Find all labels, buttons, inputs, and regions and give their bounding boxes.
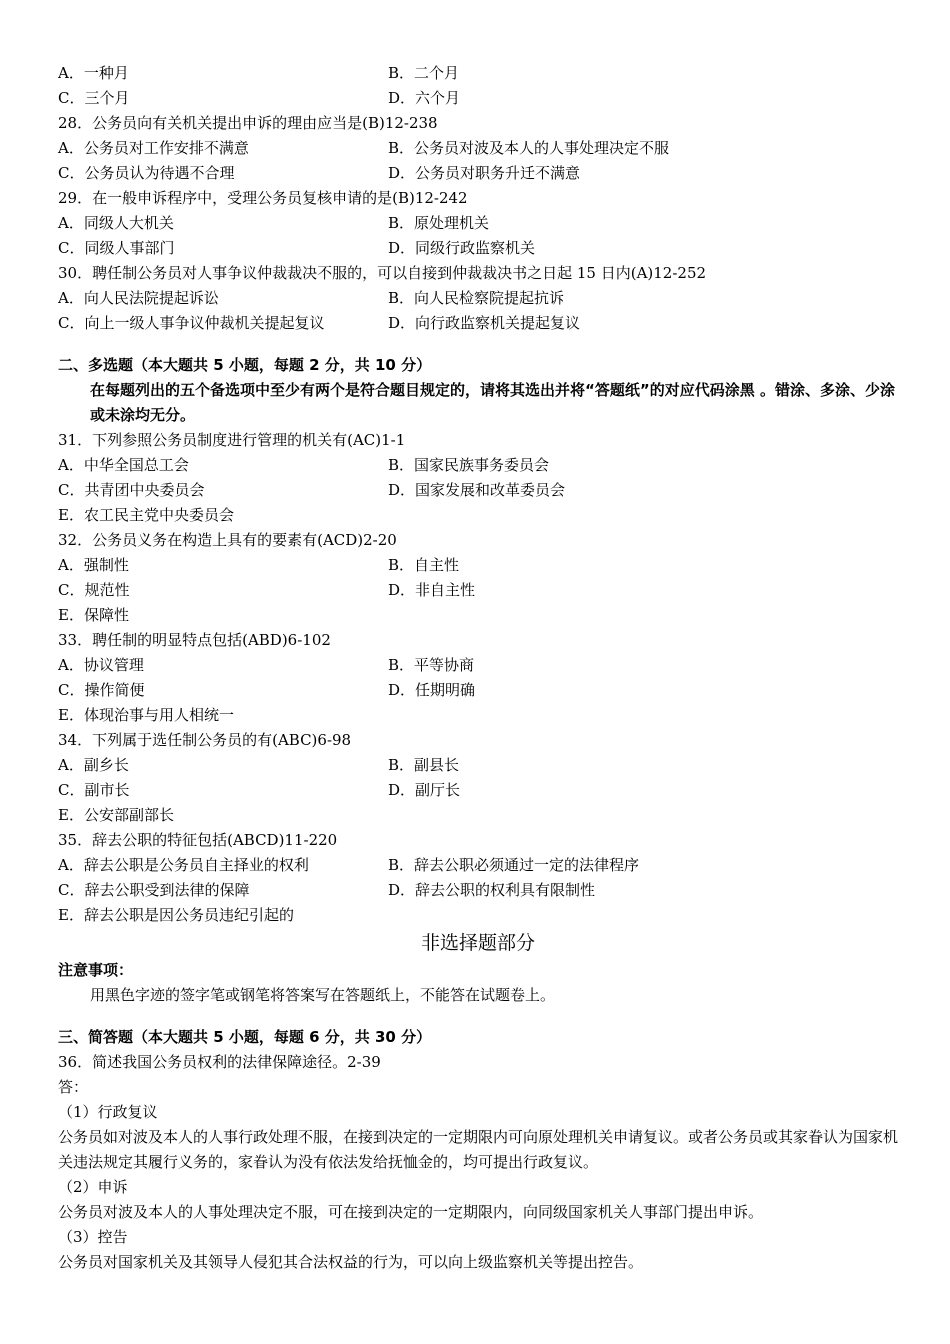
q28-options-row-2	[58, 161, 898, 186]
option-b: B．副县长	[388, 756, 460, 774]
option-e: E．公安部副部长	[58, 806, 174, 824]
notice-label: 注意事项：	[58, 961, 134, 979]
q27-options-row-2	[58, 86, 898, 111]
answer-point-1-title: （1）行政复议	[58, 1103, 158, 1121]
option-c: C．副市长	[58, 781, 130, 799]
option-b: B．原处理机关	[388, 214, 490, 232]
option-e: E．保障性	[58, 606, 129, 624]
question-33-stem: 33．聘任制的明显特点包括(ABD)6-102	[58, 631, 331, 649]
option-a: A．强制性	[58, 556, 129, 574]
option-d: D．非自主性	[388, 581, 476, 599]
answer-point-3-title: （3）控告	[58, 1228, 128, 1246]
option-b: B．辞去公职必须通过一定的法律程序	[388, 856, 640, 874]
option-c: C．操作简便	[58, 681, 145, 699]
q32-options-row-2	[58, 578, 898, 603]
option-c: C．辞去公职受到法律的保障	[58, 881, 250, 899]
q34-options-row-1	[58, 753, 898, 778]
option-d: D．同级行政监察机关	[388, 239, 536, 257]
section-2-instruction: 在每题列出的五个备选项中至少有两个是符合题目规定的，请将其选出并将“答题纸”的对应代码涂黑 。错涂、多涂、少涂或未涂均无分。	[90, 381, 895, 424]
option-e: E．农工民主党中央委员会	[58, 506, 234, 524]
q31-options-row-1	[58, 453, 898, 478]
option-c: C．向上一级人事争议仲裁机关提起复议	[58, 314, 325, 332]
question-30-stem: 30．聘任制公务员对人事争议仲裁裁决不服的，可以自接到仲裁裁决书之日起 15 日内(A)12-252	[58, 264, 707, 282]
option-a: A．一种月	[58, 64, 129, 82]
option-d: D．公务员对职务升迁不满意	[388, 164, 581, 182]
option-d: D．任期明确	[388, 681, 476, 699]
non-choice-section-title: 非选择题部分	[420, 932, 535, 954]
option-a: A．公务员对工作安排不满意	[58, 139, 249, 157]
q34-options-row-2	[58, 778, 898, 803]
notice-text: 用黑色字迹的签字笔或钢笔将答案写在答题纸上，不能答在试题卷上。	[90, 986, 556, 1004]
q35-options-row-2	[58, 878, 898, 903]
option-d: D．国家发展和改革委员会	[388, 481, 566, 499]
option-b: B．国家民族事务委员会	[388, 456, 550, 474]
q28-options-row-1	[58, 136, 898, 161]
option-a: A．中华全国总工会	[58, 456, 189, 474]
answer-point-1-text: 公务员如对波及本人的人事行政处理不服，在接到决定的一定期限内可向原处理机关申请复议。或者公务员或其家眷认为国家机关违法规定其履行义务的，家眷认为没有依法发给抚恤金的，均可提出行政复议。	[58, 1128, 899, 1171]
option-a: A．协议管理	[58, 656, 144, 674]
answer-point-3-text: 公务员对国家机关及其领导人侵犯其合法权益的行为，可以向上级监察机关等提出控告。	[58, 1253, 644, 1271]
q31-options-row-2	[58, 478, 898, 503]
q35-options-row-1	[58, 853, 898, 878]
q27-options-row-1	[58, 61, 898, 86]
option-c: C．规范性	[58, 581, 130, 599]
option-d: D．六个月	[388, 89, 461, 107]
option-e: E．辞去公职是因公务员违纪引起的	[58, 906, 294, 924]
answer-label: 答：	[58, 1078, 89, 1096]
option-a: A．同级人大机关	[58, 214, 174, 232]
question-28-stem: 28．公务员向有关机关提出申诉的理由应当是(B)12-238	[58, 114, 438, 132]
q33-options-row-2	[58, 678, 898, 703]
question-36-stem: 36．简述我国公务员权利的法律保障途径。2-39	[58, 1053, 381, 1071]
exam-page	[58, 61, 898, 1275]
q29-options-row-2	[58, 236, 898, 261]
question-32-stem: 32．公务员义务在构造上具有的要素有(ACD)2-20	[58, 531, 397, 549]
section-2-heading: 二、多选题（本大题共 5 小题，每题 2 分，共 10 分）	[58, 356, 432, 374]
question-31-stem: 31．下列参照公务员制度进行管理的机关有(AC)1-1	[58, 431, 406, 449]
answer-point-2-title: （2）申诉	[58, 1178, 128, 1196]
q29-options-row-1	[58, 211, 898, 236]
q33-options-row-1	[58, 653, 898, 678]
option-a: A．辞去公职是公务员自主择业的权利	[58, 856, 309, 874]
option-d: D．向行政监察机关提起复议	[388, 314, 581, 332]
question-35-stem: 35．辞去公职的特征包括(ABCD)11-220	[58, 831, 338, 849]
q30-options-row-1	[58, 286, 898, 311]
option-b: B．平等协商	[388, 656, 475, 674]
option-b: B．自主性	[388, 556, 460, 574]
option-d: D．副厅长	[388, 781, 461, 799]
answer-point-2-text: 公务员对波及本人的人事处理决定不服，可在接到决定的一定期限内，向同级国家机关人事部门提出申诉。	[58, 1203, 764, 1221]
section-3-heading: 三、简答题（本大题共 5 小题，每题 6 分，共 30 分）	[58, 1028, 432, 1046]
question-29-stem: 29．在一般申诉程序中，受理公务员复核申请的是(B)12-242	[58, 189, 468, 207]
option-d: D．辞去公职的权利具有限制性	[388, 881, 596, 899]
question-34-stem: 34．下列属于选任制公务员的有(ABC)6-98	[58, 731, 352, 749]
option-b: B．公务员对波及本人的人事处理决定不服	[388, 139, 670, 157]
option-c: C．公务员认为待遇不合理	[58, 164, 235, 182]
option-c: C．三个月	[58, 89, 130, 107]
option-b: B．二个月	[388, 64, 460, 82]
option-a: A．副乡长	[58, 756, 129, 774]
option-c: C．共青团中央委员会	[58, 481, 205, 499]
option-c: C．同级人事部门	[58, 239, 175, 257]
q30-options-row-2	[58, 311, 898, 336]
option-e: E．体现治事与用人相统一	[58, 706, 234, 724]
option-b: B．向人民检察院提起抗诉	[388, 289, 565, 307]
q32-options-row-1	[58, 553, 898, 578]
option-a: A．向人民法院提起诉讼	[58, 289, 219, 307]
